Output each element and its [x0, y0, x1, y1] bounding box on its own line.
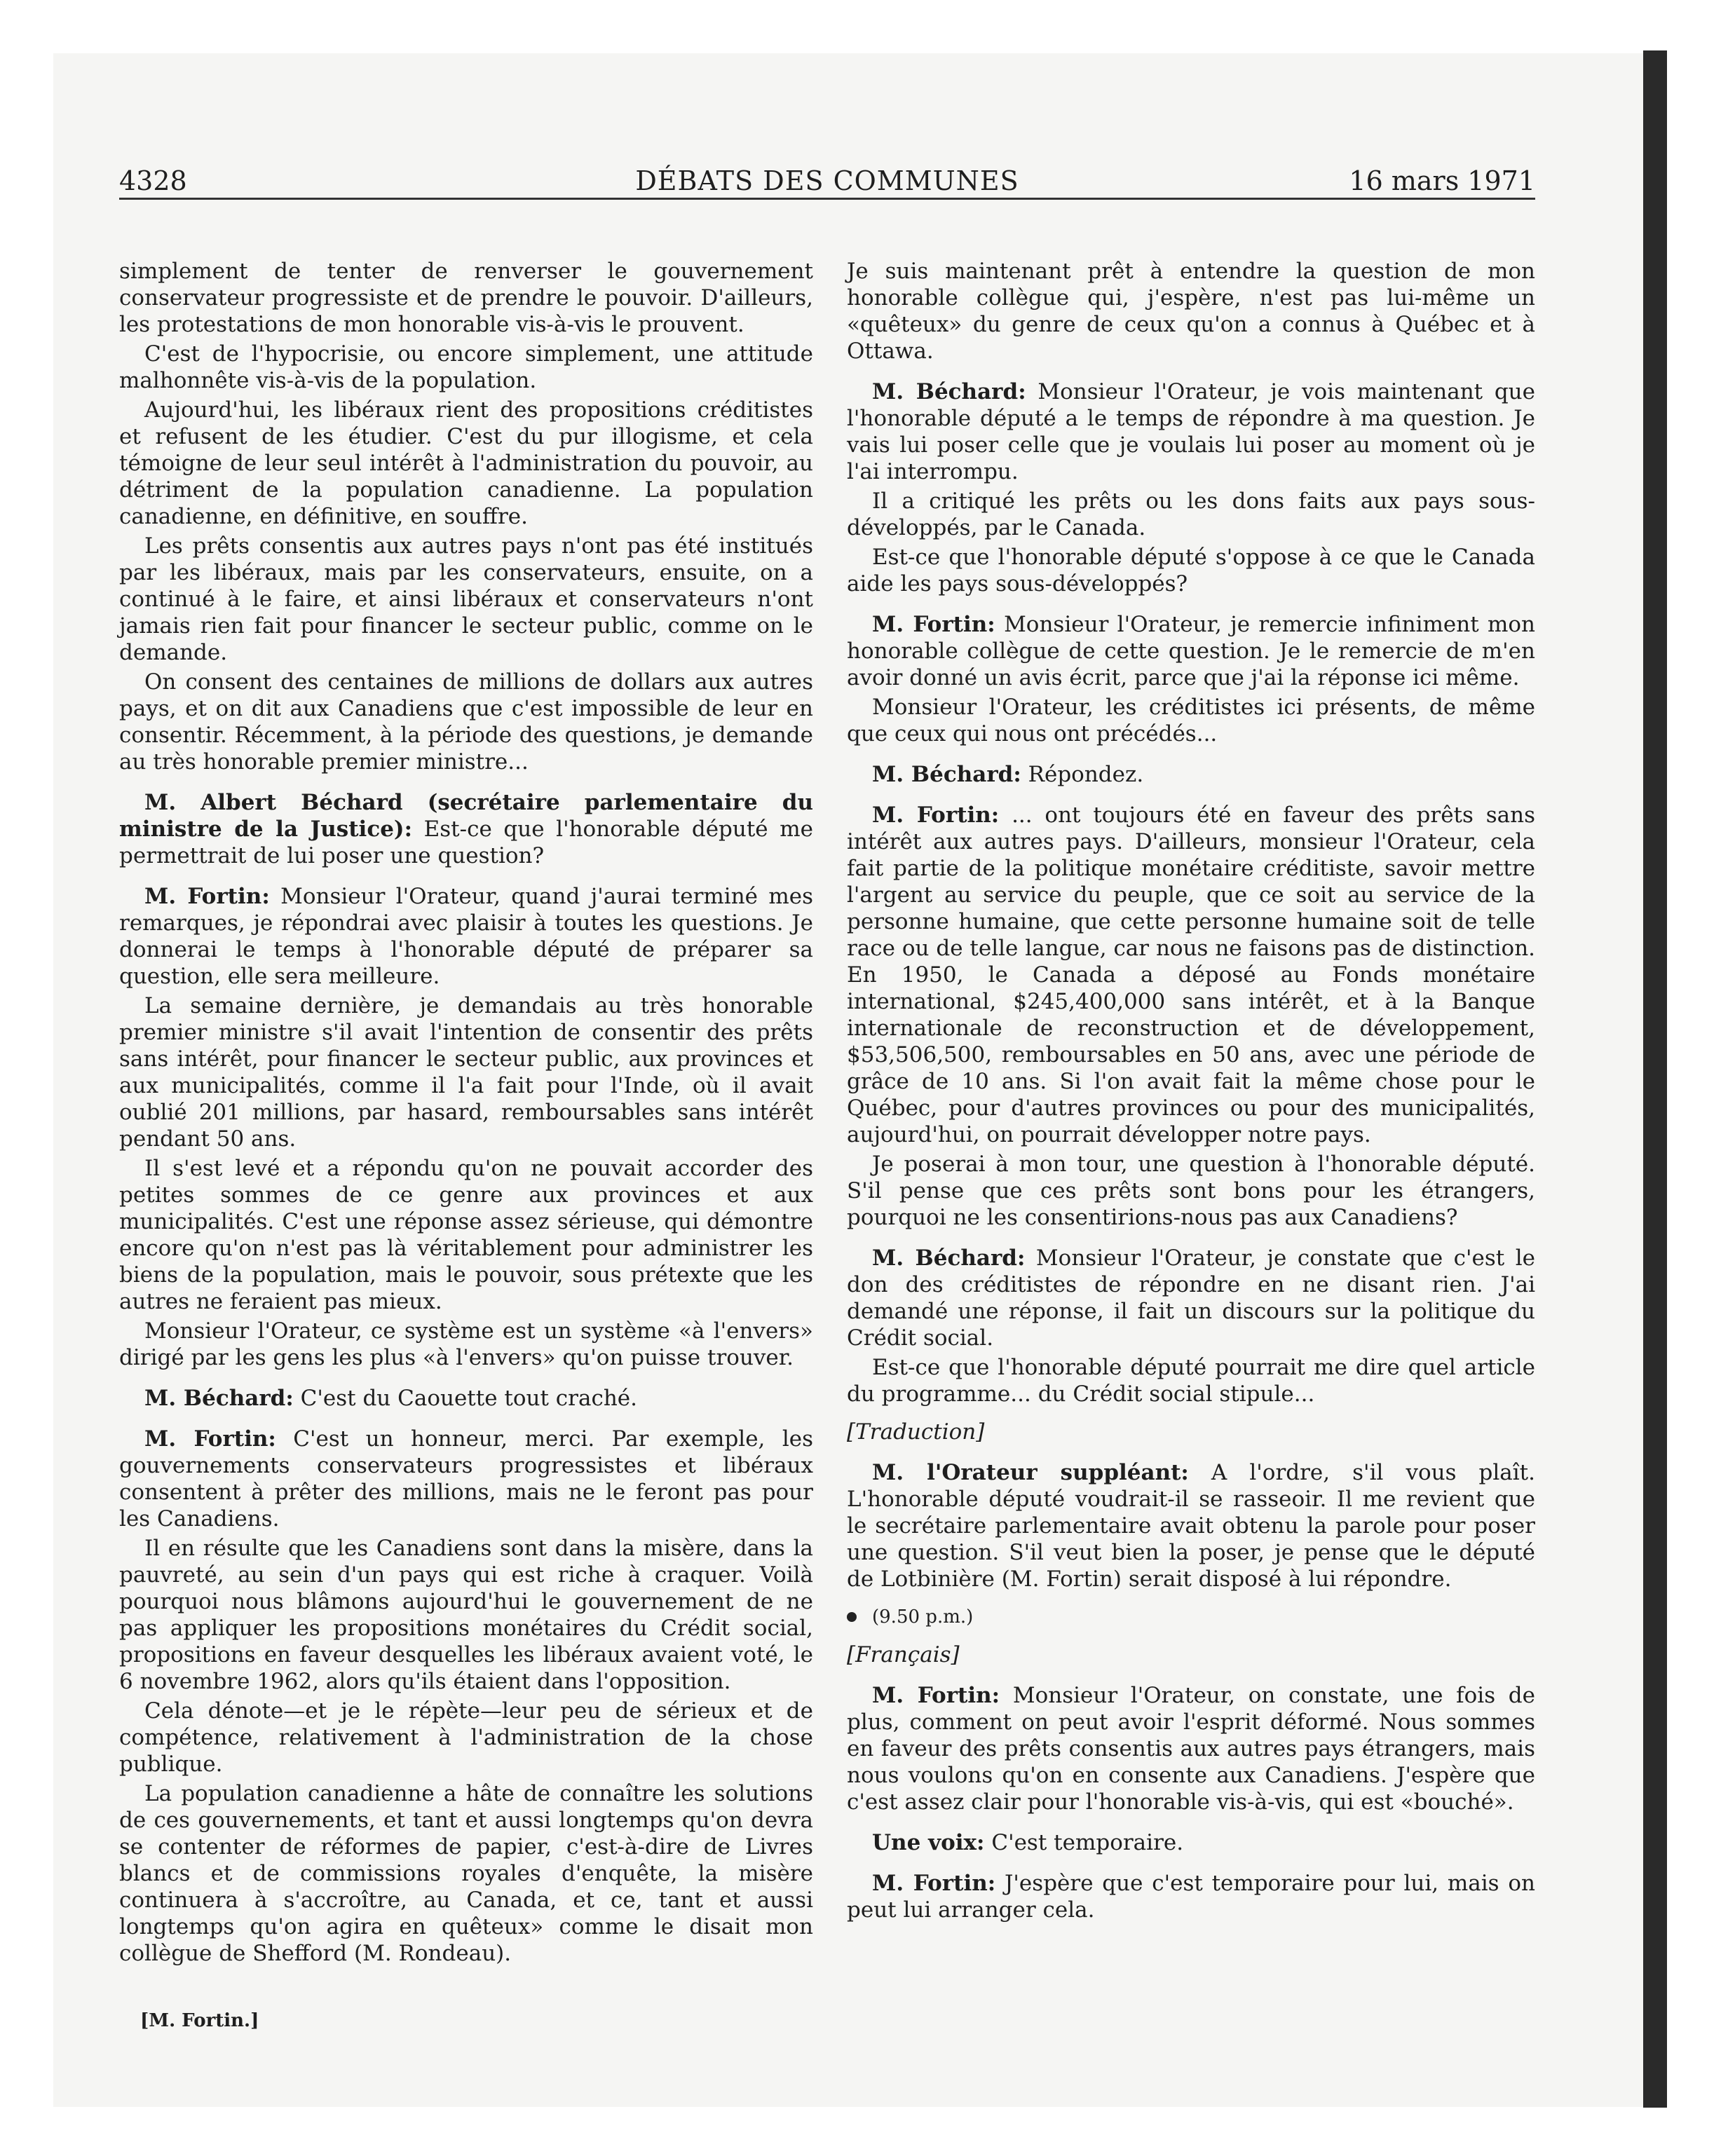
speaker-name: M. Béchard:	[144, 1386, 294, 1411]
speaker-name: M. Béchard:	[872, 1246, 1026, 1271]
paragraph-text: Je suis maintenant prêt à entendre la question de mon honorable collègue qui, j'espère, n'est pas lui-même un «quêteux» du genre de ceux qu'on a connus à Québec et à Ottawa.	[847, 259, 1535, 364]
page-number: 4328	[119, 165, 187, 196]
paragraph	[847, 488, 1535, 541]
paragraph	[119, 341, 813, 394]
paragraph	[847, 1151, 1535, 1231]
speaker-name: M. Albert Béchard (secrétaire parlementaire du ministre de la Justice):	[119, 790, 813, 842]
paragraph-text: Les prêts consentis aux autres pays n'ont pas été institués par les libéraux, mais par les conservateurs, ensuite, on a continué à le faire, et ainsi libéraux et conservateurs n'ont jamais rien fait pour financer le secteur public, comme on le demande.	[119, 533, 813, 665]
paragraph-text: Monsieur l'Orateur, on constate, une fois de plus, comment on peut avoir l'esprit déformé. Nous sommes en faveur des prêts consentis aux autres pays étrangers, mais nous voulons qu'on en consente aux Canadiens. J'espère que c'est assez clair pour l'honorable vis-à-vis, qui est «bouché».	[847, 1683, 1535, 1815]
speech-paragraph	[119, 789, 813, 869]
paragraph	[119, 1535, 813, 1695]
paragraph	[119, 1318, 813, 1371]
speaker-name: M. Béchard:	[872, 379, 1026, 404]
paragraph-text: simplement de tenter de renverser le gouvernement conservateur progressiste et de prendre le pouvoir. D'ailleurs, les protestations de mon honorable vis-à-vis le prouvent.	[119, 259, 813, 337]
paragraph-text: Cela dénote—et je le répète—leur peu de sérieux et de compétence, relativement à l'administration de la chose publique.	[119, 1698, 813, 1777]
speaker-footer: [M. Fortin.]	[140, 2010, 259, 2031]
paragraph-text: La population canadienne a hâte de connaître les solutions de ces gouvernements, et tant et aussi longtemps qu'on devra se contenter de réformes de papier, c'est-à-dire de Livres blancs et de commissions royales d'enquête, la misère continuera à s'accroître, au Canada, et ce, tant et aussi longtemps qu'on agira en quêteux» comme le disait mon collègue de Shefford (M. Rondeau).	[119, 1781, 813, 1966]
paragraph-text: A l'ordre, s'il vous plaît. L'honorable député voudrait-il se rasseoir. Il me revient que le secrétaire parlementaire avait obtenu la parole pour poser une question. S'il veut bien la poser, je pense que le député de Lotbinière (M. Fortin) serait disposé à lui répondre.	[847, 1460, 1535, 1592]
speaker-name: M. Béchard:	[872, 762, 1021, 787]
paragraph-text: Je poserai à mon tour, une question à l'honorable député. S'il pense que ces prêts sont bons pour les étrangers, pourquoi ne les consentirions-nous pas aux Canadiens?	[847, 1152, 1535, 1230]
speech-paragraph	[847, 1682, 1535, 1815]
paragraph	[847, 258, 1535, 364]
time-marker	[847, 1604, 1535, 1630]
paragraph-text: Monsieur l'Orateur, les créditistes ici présents, de même que ceux qui nous ont précédés...	[847, 695, 1535, 746]
speech-paragraph	[119, 883, 813, 990]
paragraph-text: Monsieur l'Orateur, je constate que c'est le don des créditistes de répondre en ne disant rien. J'ai demandé une réponse, il fait un discours sur la politique du Crédit social.	[847, 1246, 1535, 1351]
left-column	[119, 258, 813, 1970]
paragraph	[119, 992, 813, 1152]
speech-paragraph	[847, 611, 1535, 691]
paragraph	[119, 1155, 813, 1315]
scan-edge-bar	[1643, 50, 1667, 2108]
paragraph	[119, 533, 813, 666]
speaker-name: M. Fortin:	[872, 1683, 1000, 1708]
paragraph-text: Monsieur l'Orateur, quand j'aurai terminé mes remarques, je répondrai avec plaisir à toutes les questions. Je donnerai le temps à l'honorable député de préparer sa question, elle sera meilleure.	[119, 884, 813, 989]
speaker-name: M. Fortin:	[144, 1426, 276, 1452]
speech-paragraph	[847, 1245, 1535, 1351]
paragraph	[847, 694, 1535, 747]
speaker-name: M. Fortin:	[144, 884, 270, 909]
paragraph-text: C'est de l'hypocrisie, ou encore simplement, une attitude malhonnête vis-à-vis de la population.	[119, 341, 813, 393]
paragraph-text: Monsieur l'Orateur, je vois maintenant que l'honorable député a le temps de répondre à ma question. Je vais lui poser celle que je voulais lui poser au moment où je l'ai interrompu.	[847, 379, 1535, 484]
paragraph-text: Répondez.	[1028, 762, 1144, 787]
speech-paragraph	[847, 1870, 1535, 1923]
paragraph-text: ... ont toujours été en faveur des prêts sans intérêt aux autres pays. D'ailleurs, monsieur l'Orateur, cela fait partie de la politique monétaire créditiste, savoir mettre l'argent au service du peuple, que ce soit au service de la personne humaine, que cette personne humaine soit de telle race ou de telle langue, car nous ne faisons pas de distinction. En 1950, le Canada a déposé au Fonds monétaire international, $245,400,000 sans intérêt, et à la Banque internationale de reconstruction et de développement, $53,506,500, remboursables en 50 ans, avec une période de grâce de 10 ans. Si l'on avait fait la même chose pour le Québec, pour d'autres provinces ou pour des municipalités, aujourd'hui, on pourrait développer notre pays.	[847, 803, 1536, 1147]
paragraph-text: C'est temporaire.	[991, 1830, 1184, 1855]
bullet-icon	[847, 1612, 857, 1622]
right-column	[847, 258, 1535, 1926]
paragraph-text: Il s'est levé et a répondu qu'on ne pouvait accorder des petites sommes de ce genre aux provinces et aux municipalités. C'est une réponse assez sérieuse, qui démontre encore qu'on n'est pas là véritablement pour administrer les biens de la population, mais le pouvoir, sous prétexte que les autres ne feraient pas mieux.	[119, 1156, 813, 1314]
page-title: DÉBATS DES COMMUNES	[635, 165, 1019, 196]
speech-paragraph	[847, 761, 1535, 788]
speaker-name: M. l'Orateur suppléant:	[872, 1460, 1189, 1485]
paragraph	[119, 669, 813, 775]
time-text: (9.50 p.m.)	[872, 1606, 974, 1628]
speech-paragraph	[119, 1426, 813, 1532]
speech-paragraph	[847, 802, 1535, 1148]
speech-paragraph	[847, 1459, 1535, 1592]
page-header	[119, 165, 1535, 196]
paragraph-text: Il a critiqué les prêts ou les dons faits aux pays sous-développés, par le Canada.	[847, 489, 1535, 540]
header-rule	[119, 198, 1535, 200]
speaker-name: Une voix:	[872, 1830, 985, 1855]
paragraph-text: Aujourd'hui, les libéraux rient des propositions créditistes et refusent de les étudier. C'est du pur illogisme, et cela témoigne de leur seul intérêt à l'administration du pouvoir, au détriment de la population canadienne. La population canadienne, en définitive, en souffre.	[119, 397, 813, 529]
speaker-name: M. Fortin:	[872, 803, 1000, 828]
speaker-name: M. Fortin:	[872, 612, 995, 637]
paragraph-text: C'est un honneur, merci. Par exemple, les gouvernements conservateurs progressistes et libéraux consentent à prêter des millions, mais ne le feront pas pour les Canadiens.	[119, 1426, 813, 1531]
paragraph-text: C'est du Caouette tout craché.	[300, 1386, 637, 1411]
paragraph-text: Est-ce que l'honorable député pourrait me dire quel article du programme... du Crédit social stipule...	[847, 1355, 1535, 1407]
paragraph	[847, 1354, 1535, 1407]
paragraph-text: J'espère que c'est temporaire pour lui, mais on peut lui arranger cela.	[847, 1871, 1535, 1923]
paragraph-text: La semaine dernière, je demandais au très honorable premier ministre s'il avait l'intention de consentir des prêts sans intérêt, pour financer le secteur public, aux provinces et aux municipalités, comme il l'a fait pour l'Inde, où il avait oublié 201 millions, par hasard, remboursables sans intérêt pendant 50 ans.	[119, 993, 813, 1152]
speaker-name: M. Fortin:	[872, 1871, 996, 1896]
paragraph	[119, 1698, 813, 1778]
section-marker: [Français]	[847, 1642, 960, 1667]
speech-paragraph	[847, 1829, 1535, 1856]
paragraph-text: Est-ce que l'honorable député s'oppose à ce que le Canada aide les pays sous-développés?	[847, 545, 1535, 596]
paragraph-text: Il en résulte que les Canadiens sont dans la misère, dans la pauvreté, au sein d'un pays qui est riche à craquer. Voilà pourquoi nous blâmons aujourd'hui le gouvernement de ne pas appliquer les propositions monétaires du Crédit social, propositions en faveur desquelles les libéraux avaient voté, le 6 novembre 1962, alors qu'ils étaient dans l'opposition.	[119, 1536, 813, 1694]
paragraph	[119, 258, 813, 338]
paragraph-text: On consent des centaines de millions de dollars aux autres pays, et on dit aux Canadiens que c'est impossible de leur en consentir. Récemment, à la période des questions, je demande au très honorable premier ministre...	[119, 669, 813, 775]
paragraph-text: Est-ce que l'honorable député me permettrait de lui poser une question?	[119, 817, 813, 868]
speech-paragraph	[847, 378, 1535, 485]
paragraph	[847, 544, 1535, 597]
page-date: 16 mars 1971	[1349, 165, 1535, 196]
section-marker: [Traduction]	[847, 1419, 985, 1445]
paragraph-text: Monsieur l'Orateur, je remercie infiniment mon honorable collègue de cette question. Je le remercie de m'en avoir donné un avis écrit, parce que j'ai la réponse ici même.	[847, 612, 1535, 690]
paragraph-text: Monsieur l'Orateur, ce système est un système «à l'envers» dirigé par les gens les plus «à l'envers» qu'on puisse trouver.	[119, 1318, 813, 1370]
speech-paragraph	[119, 1385, 813, 1412]
paragraph	[119, 1780, 813, 1967]
paragraph	[119, 397, 813, 530]
